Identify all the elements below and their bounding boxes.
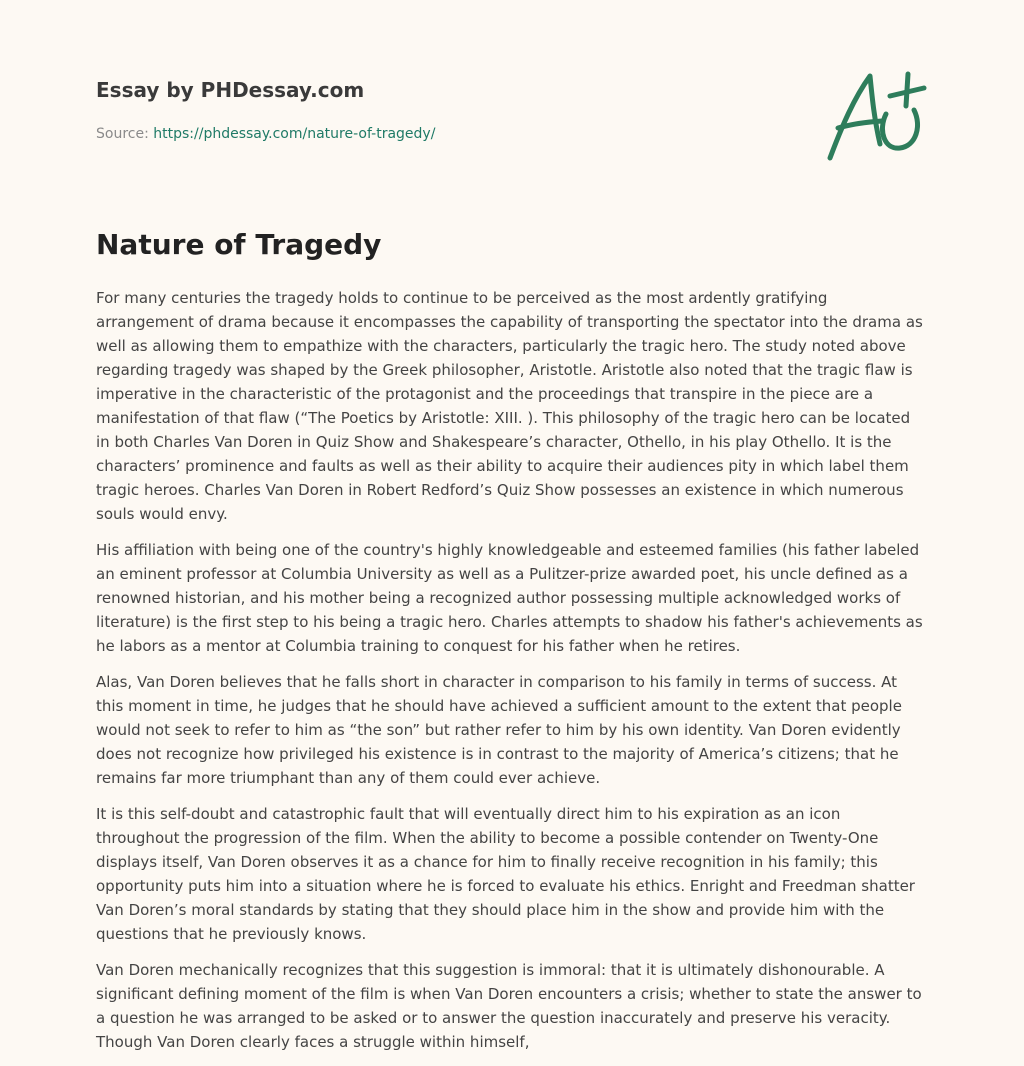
essay-paragraph: Van Doren mechanically recognizes that this suggestion is immoral: that it is ultimately dishonourable. A significant defining moment of the film is when Van Doren encounters a crisis; whether to state the answer to a question he was arranged to be asked or to answer the question inaccurately and preserve his veracity. Though Van Doren clearly faces a struggle within himself, bbox=[96, 961, 922, 1051]
source-link[interactable]: https://phdessay.com/nature-of-tragedy/ bbox=[153, 126, 436, 142]
source-line bbox=[96, 124, 696, 144]
a-plus-grade-icon bbox=[820, 66, 930, 166]
site-brand: Essay by PHDessay.com bbox=[96, 78, 365, 102]
essay-paragraph: It is this self-doubt and catastrophic fault that will eventually direct him to his expiration as an icon throughout the progression of the film. When the ability to become a possible contender on Twenty-One displays itself, Van Doren observes it as a chance for him to finally receive recognition in his family; this opportunity puts him into a situation where he is forced to evaluate his ethics. Enright and Freedman shatter Van Doren’s moral standards by stating that they should place him in the show and provide him with the questions that he previously knows. bbox=[96, 805, 915, 943]
essay-header bbox=[96, 76, 696, 144]
essay-paragraph: For many centuries the tragedy holds to continue to be perceived as the most ardently gratifying arrangement of drama because it encompasses the capability of transporting the spectator into the drama as well as allowing them to empathize with the characters, particularly the tragic hero. The study noted above regarding tragedy was shaped by the Greek philosopher, Aristotle. Aristotle also noted that the tragic flaw is imperative in the characteristic of the protagonist and the proceedings that transpire in the piece are a manifestation of that flaw (“The Poetics by Aristotle: XIII. ). This philosophy of the tragic hero can be located in both Charles Van Doren in Quiz Show and Shakespeare’s character, Othello, in his play Othello. It is the characters’ prominence and faults as well as their ability to acquire their audiences pity in which label them tragic heroes. Charles Van Doren in Robert Redford’s Quiz Show possesses an existence in which numerous souls would envy. bbox=[96, 289, 923, 523]
essay-paragraph: Alas, Van Doren believes that he falls short in character in comparison to his family in terms of success. At this moment in time, he judges that he should have achieved a sufficient amount to the extent that people would not seek to refer to him as “the son” but rather refer to him by his own identity. Van Doren evidently does not recognize how privileged his existence is in contrast to the majority of America’s citizens; that he remains far more triumphant than any of them could ever achieve. bbox=[96, 673, 902, 787]
essay-paragraph: His affiliation with being one of the country's highly knowledgeable and esteemed families (his father labeled an eminent professor at Columbia University as well as a Pulitzer-prize awarded poet, his uncle defined as a renowned historian, and his mother being a recognized author possessing multiple acknowledged works of literature) is the first step to his being a tragic hero. Charles attempts to shadow his father's achievements as he labors as a mentor at Columbia training to conquest for his father when he retires. bbox=[96, 541, 923, 655]
essay-title: Nature of Tragedy bbox=[96, 228, 382, 261]
source-label: Source: bbox=[96, 126, 149, 142]
essay-body bbox=[96, 286, 928, 1066]
